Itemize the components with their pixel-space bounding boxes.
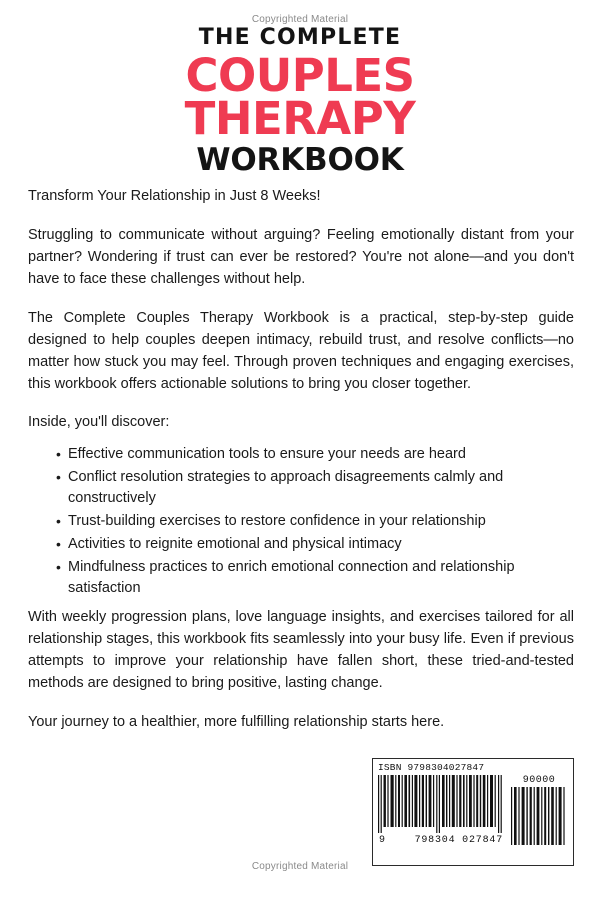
list-item: • Trust-building exercises to restore confidence in your relationship [56, 511, 574, 533]
ean13-digit-right: 798304 027847 [414, 835, 503, 846]
list-item: • Activities to reignite emotional and physical intimacy [56, 534, 574, 556]
title-line-therapy: THERAPY [184, 92, 416, 146]
blurb-paragraph-1: Struggling to communicate without arguing? Feeling emotionally distant from your partner? Wondering if trust can ever be restored? You're not alone—and you don't have to face these challenges without help. [28, 227, 574, 288]
blurb-paragraph-2: The Complete Couples Therapy Workbook is a practical, step-by-step guide designed to help couples deepen intimacy, rebuild trust, and resolve conflicts—no matter how stuck you may feel. Through proven techniques and engaging exercises, this workbook offers actionable solutions to bring you closer together. [28, 310, 574, 393]
blurb-paragraph-3: With weekly progression plans, love language insights, and exercises tailored for all relationship stages, this workbook fits seamlessly into your busy life. Even if previous attempts to improve your relationship have fallen short, these tried-and-tested methods are designed to bring positive, lasting change. [28, 609, 574, 692]
copyright-notice-bottom: Copyrighted Material [251, 861, 349, 872]
cover-title-block [0, 26, 600, 176]
inside-lead: Inside, you'll discover: [28, 414, 170, 431]
back-cover-copy [28, 186, 574, 750]
benefits-list [28, 444, 574, 600]
title-line-couples: COUPLES [185, 49, 415, 103]
list-item: • Mindfulness practices to enrich emotional connection and relationship satisfaction [56, 557, 574, 601]
price-addon-bars-icon [510, 787, 568, 845]
price-addon-barcode [510, 775, 568, 845]
price-code-label: 90000 [522, 775, 556, 786]
ean13-bars-icon [378, 775, 504, 833]
barcode-bars-row [378, 775, 568, 846]
blurb-closing: Your journey to a healthier, more fulfilling relationship starts here. [28, 714, 445, 731]
list-item: • Effective communication tools to ensure your needs are heard [56, 444, 574, 466]
ean13-digits [378, 835, 504, 846]
barcode-block [372, 758, 574, 866]
title-line-the-complete: THE COMPLETE [198, 25, 402, 50]
ean13-barcode [378, 775, 504, 846]
list-item: • Conflict resolution strategies to approach disagreements calmly and constructively [56, 467, 574, 511]
copyright-notice-top: Copyrighted Material [251, 14, 349, 25]
tagline: Transform Your Relationship in Just 8 Weeks! [28, 188, 321, 204]
ean13-digit-left: 9 [379, 835, 386, 846]
title-line-workbook: WORKBOOK [196, 141, 404, 178]
isbn-label: ISBN 9798304027847 [378, 762, 485, 773]
